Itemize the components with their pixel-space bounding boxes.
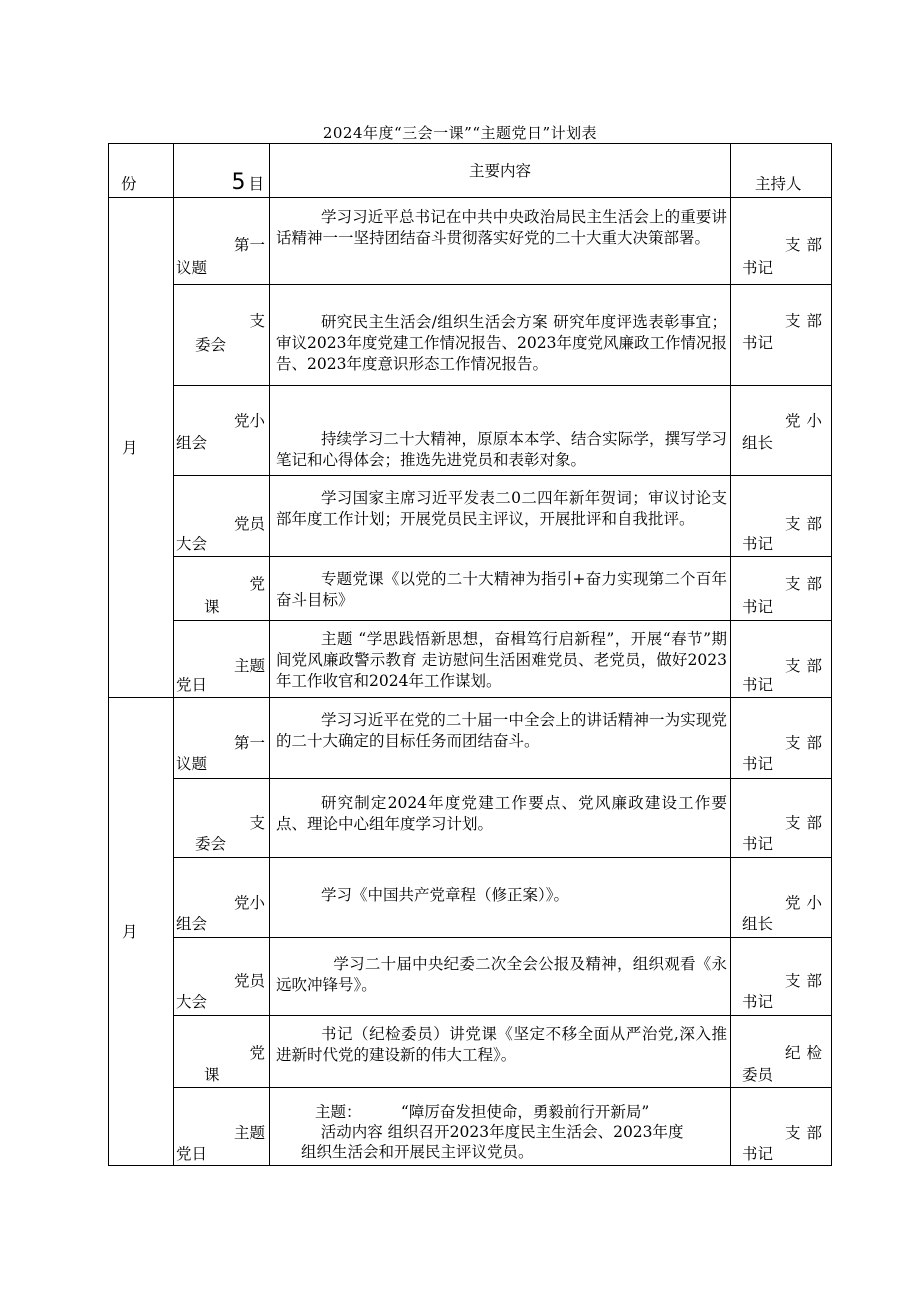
content-text: 学习习近平总书记在中共中央政治局民主生活会上的重要讲话精神一一坚持团结奋斗贯彻落实好党的二十大重大决策部署。 <box>276 208 727 247</box>
host-cell <box>731 557 832 621</box>
item-cell <box>174 621 270 698</box>
content-text <box>270 1088 730 1162</box>
host-cell <box>731 285 832 386</box>
item-cell <box>174 858 270 938</box>
host-label-top: 支部 <box>784 236 828 254</box>
header-month-cell <box>109 144 174 198</box>
content-text: 学习习近平在党的二十届一中全会上的讲话精神一为实现党的二十大确定的目标任务而团结奋斗。 <box>276 711 727 750</box>
item-label-bottom: 课 <box>204 598 220 616</box>
host-cell <box>731 198 832 285</box>
content-cell <box>270 1088 731 1166</box>
item-cell <box>174 1088 270 1166</box>
host-cell <box>731 698 832 779</box>
item-label-bottom: 组会 <box>176 434 208 452</box>
content-text: 学习国家主席习近平发表二0二四年新年贺词；审议讨论支部年度工作计划；开展党员民主评议，开展批评和自我批评。 <box>276 489 727 528</box>
item-label-bottom: 议题 <box>176 259 208 277</box>
host-label-top: 支部 <box>784 972 828 990</box>
month-label: 月 <box>122 438 138 457</box>
host-label-bottom: 组长 <box>742 434 774 452</box>
item-label-top: 支 <box>249 312 265 330</box>
header-item-label-wrap <box>231 172 264 195</box>
table-row <box>109 1088 832 1166</box>
host-label-bottom: 组长 <box>742 915 774 933</box>
host-cell <box>731 621 832 698</box>
item-label-top: 支 <box>249 814 265 832</box>
month-label: 月 <box>122 922 138 941</box>
header-content-cell <box>270 144 731 198</box>
host-label-top: 支部 <box>784 312 828 330</box>
item-label-top: 主题 <box>233 657 265 675</box>
host-cell <box>731 779 832 858</box>
host-label-bottom: 书记 <box>742 598 774 616</box>
content-cell <box>270 621 731 698</box>
host-cell <box>731 1016 832 1088</box>
host-label-bottom: 书记 <box>742 993 774 1011</box>
item-label-top: 主题 <box>233 1124 265 1142</box>
host-cell <box>731 938 832 1016</box>
item-label-bottom: 委会 <box>195 835 227 853</box>
content-cell <box>270 557 731 621</box>
host-label-top: 支部 <box>784 814 828 832</box>
item-cell <box>174 698 270 779</box>
table-row <box>109 779 832 858</box>
table-row <box>109 476 832 557</box>
table-row <box>109 386 832 476</box>
host-label-bottom: 书记 <box>742 676 774 694</box>
header-month-label: 份 <box>121 175 137 193</box>
item-label-bottom: 党日 <box>176 676 208 694</box>
content-text: 主题 “学思践悟新思想，奋楫笃行启新程”，开展“春节”期间党风廉政警示教育 走访慰问生活困难党员、老党员，做好2023年工作收官和2024年工作谋划。 <box>276 630 727 690</box>
header-content-label: 主要内容 <box>468 162 531 180</box>
item-cell <box>174 198 270 285</box>
content-text: 研究民主生活会/组织生活会方案 研究年度评选表彰事宜；审议2023年度党建工作情况报告、2023年度党风廉政工作情况报告、2023年度意识形态工作情况报告。 <box>276 313 727 373</box>
host-label-top: 支部 <box>784 515 828 533</box>
item-cell <box>174 476 270 557</box>
plan-table <box>108 143 832 1166</box>
item-cell <box>174 779 270 858</box>
host-label-bottom: 委员 <box>742 1066 774 1084</box>
content-cell <box>270 938 731 1016</box>
content-cell <box>270 698 731 779</box>
content-text: 书记（纪检委员）讲党课《坚定不移全面从严治党,深入推进新时代党的建设新的伟大工程》。 <box>276 1025 727 1064</box>
table-row <box>109 621 832 698</box>
item-label-bottom: 大会 <box>176 993 208 1011</box>
content-line: 组织生活会和开展民主评议党员。 <box>301 1143 534 1161</box>
content-cell <box>270 198 731 285</box>
content-cell <box>270 386 731 476</box>
content-cell <box>270 476 731 557</box>
host-cell <box>731 858 832 938</box>
item-label-bottom: 大会 <box>176 535 208 553</box>
content-text: 学习二十届中央纪委二次全会公报及精神，组织观看《永远吹冲锋号》。 <box>276 955 727 994</box>
item-label-top: 党员 <box>233 972 265 990</box>
host-cell <box>731 386 832 476</box>
item-label-top: 党员 <box>233 515 265 533</box>
content-text: 持续学习二十大精神，原原本本学、结合实际学，撰写学习笔记和心得体会；推选先进党员和表彰对象。 <box>276 430 727 469</box>
month-cell <box>109 198 174 698</box>
content-cell <box>270 779 731 858</box>
header-item-label: 目 <box>248 175 264 193</box>
content-text: 研究制定2024年度党建工作要点、党风廉政建设工作要点、理论中心组年度学习计划。 <box>276 794 727 833</box>
item-label-bottom: 党日 <box>176 1145 208 1163</box>
table-row <box>109 938 832 1016</box>
item-label-top: 党 <box>249 1044 265 1062</box>
host-label-top: 党小 <box>784 894 828 912</box>
host-cell <box>731 476 832 557</box>
item-label-bottom: 委会 <box>195 336 227 354</box>
item-label-bottom: 议题 <box>176 755 208 773</box>
item-cell <box>174 285 270 386</box>
item-label-top: 党 <box>249 575 265 593</box>
item-label-top: 党小 <box>233 412 265 430</box>
host-label-top: 支部 <box>784 657 828 675</box>
content-cell <box>270 285 731 386</box>
table-row <box>109 198 832 285</box>
month-cell <box>109 698 174 1166</box>
item-label-bottom: 课 <box>204 1066 220 1084</box>
content-text: 学习《中国共产党章程（修正案）》。 <box>320 886 569 904</box>
content-text: 专题党课《以党的二十大精神为指引+奋力实现第二个百年奋斗目标》 <box>276 570 727 609</box>
host-label-bottom: 书记 <box>742 755 774 773</box>
header-host-label: 主持人 <box>755 175 802 193</box>
host-cell <box>731 1088 832 1166</box>
item-label-top: 第一 <box>233 236 265 254</box>
content-line: 主题： “障厉奋发担使命，勇毅前行开新局” <box>315 1103 650 1121</box>
table-row <box>109 698 832 779</box>
host-label-bottom: 书记 <box>742 835 774 853</box>
header-item-number: 5 <box>231 170 246 195</box>
page-title: 2024年度“三会一课”“主题党日”计划表 <box>322 124 598 142</box>
host-label-top: 支部 <box>784 575 828 593</box>
host-label-top: 支部 <box>784 734 828 752</box>
content-cell <box>270 858 731 938</box>
host-label-top: 纪检 <box>784 1044 828 1062</box>
host-label-top: 支部 <box>784 1124 828 1142</box>
table-row <box>109 858 832 938</box>
item-cell <box>174 557 270 621</box>
item-cell <box>174 386 270 476</box>
header-host-cell <box>731 144 832 198</box>
host-label-top: 党小 <box>784 412 828 430</box>
host-label-bottom: 书记 <box>742 259 774 277</box>
table-header-row <box>109 144 832 198</box>
header-item-cell <box>174 144 270 198</box>
table-row <box>109 285 832 386</box>
host-label-bottom: 书记 <box>742 334 774 352</box>
content-line: 活动内容 组织召开2023年度民主生活会、2023年度 <box>301 1123 684 1141</box>
host-label-bottom: 书记 <box>742 1145 774 1163</box>
table-row <box>109 557 832 621</box>
item-cell <box>174 1016 270 1088</box>
table-row <box>109 1016 832 1088</box>
content-cell <box>270 1016 731 1088</box>
item-label-top: 第一 <box>233 734 265 752</box>
item-label-bottom: 组会 <box>176 915 208 933</box>
host-label-bottom: 书记 <box>742 535 774 553</box>
item-cell <box>174 938 270 1016</box>
item-label-top: 党小 <box>233 894 265 912</box>
